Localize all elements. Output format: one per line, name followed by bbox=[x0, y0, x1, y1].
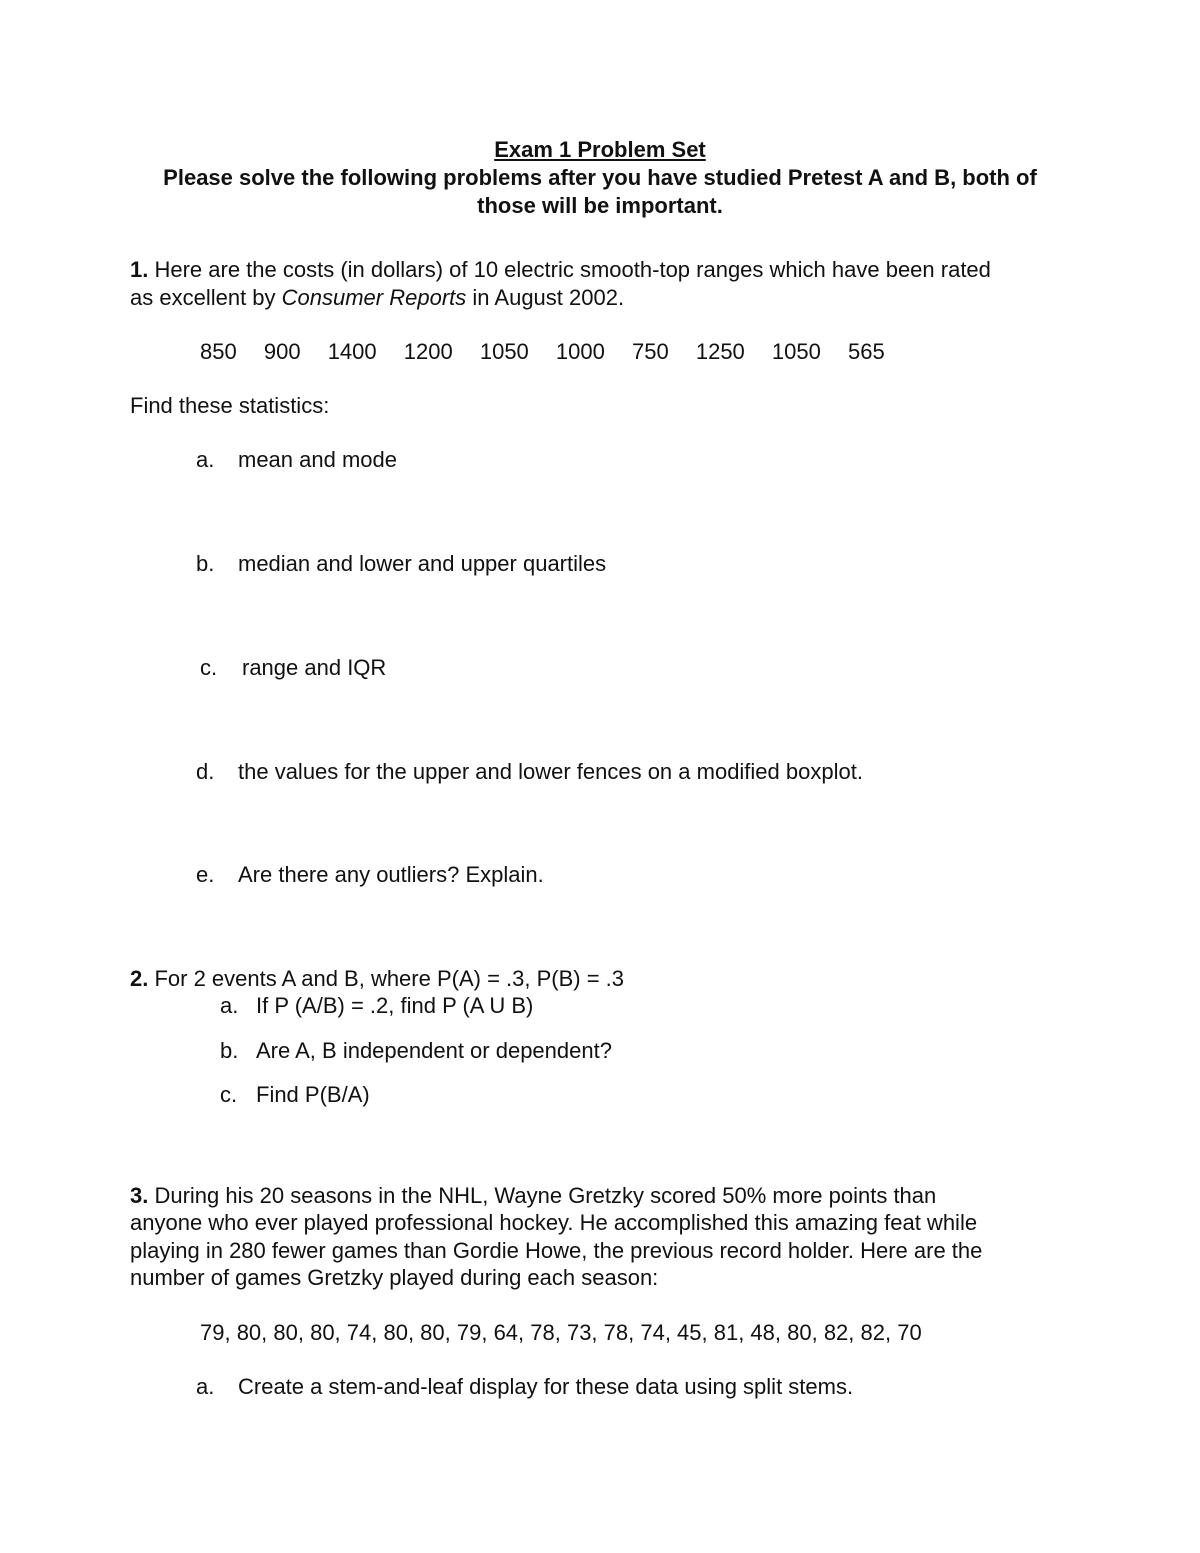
data-value: 1050 bbox=[771, 339, 821, 364]
problem-1-data bbox=[200, 338, 885, 366]
problem-3-line-3: playing in 280 fewer games than Gordie Howe, the previous record holder. Here are the bbox=[130, 1238, 983, 1263]
problem-3-line-1: 3. During his 20 seasons in the NHL, Wayne Gretzky scored 50% more points than bbox=[130, 1183, 937, 1208]
data-value: 1000 bbox=[555, 339, 605, 364]
data-value: 1250 bbox=[695, 339, 745, 364]
problem-1-line-2: as excellent by Consumer Reports in August 2002. bbox=[130, 285, 625, 310]
problem-2-part-c: c. Find P(B/A) bbox=[220, 1082, 370, 1107]
problem-1-part-b: b. median and lower and upper quartiles bbox=[196, 551, 607, 576]
data-value: 850 bbox=[200, 339, 237, 364]
problem-3-line-4: number of games Gretzky played during each season: bbox=[130, 1265, 659, 1290]
problem-3-number: 3. bbox=[130, 1183, 149, 1208]
problem-3-part-a: a. Create a stem-and-leaf display for these data using split stems. bbox=[196, 1374, 854, 1399]
problem-1-number: 1. bbox=[130, 257, 149, 282]
problem-2-number: 2. bbox=[130, 966, 149, 991]
problem-1-part-e: e. Are there any outliers? Explain. bbox=[196, 862, 544, 887]
data-value: 1050 bbox=[479, 339, 529, 364]
instructions-line-1: Please solve the following problems after you have studied Pretest A and B, both of bbox=[163, 165, 1037, 190]
problem-1-part-a: a. mean and mode bbox=[196, 447, 397, 472]
problem-2-stem: 2. For 2 events A and B, where P(A) = .3, P(B) = .3 bbox=[130, 966, 625, 991]
problem-1-part-c: c. range and IQR bbox=[200, 655, 387, 680]
data-value: 750 bbox=[632, 339, 669, 364]
data-value: 1200 bbox=[403, 339, 453, 364]
problem-3-data: 79, 80, 80, 80, 74, 80, 80, 79, 64, 78, 73, 78, 74, 45, 81, 48, 80, 82, 82, 70 bbox=[200, 1320, 922, 1345]
page-title: Exam 1 Problem Set bbox=[494, 137, 706, 162]
problem-2-part-b: b. Are A, B independent or dependent? bbox=[220, 1038, 612, 1063]
problem-2-part-a: a. If P (A/B) = .2, find P (A U B) bbox=[220, 993, 534, 1018]
source-name: Consumer Reports bbox=[281, 285, 467, 310]
data-value: 900 bbox=[263, 339, 301, 364]
data-value: 565 bbox=[848, 339, 885, 364]
problem-1-line-1: 1. Here are the costs (in dollars) of 10 electric smooth-top ranges which have been rated bbox=[130, 257, 991, 282]
problem-1-prompt: Find these statistics: bbox=[130, 393, 330, 418]
problem-3-line-2: anyone who ever played professional hockey. He accomplished this amazing feat while bbox=[130, 1210, 978, 1235]
instructions-line-2: those will be important. bbox=[477, 193, 723, 218]
data-value: 1400 bbox=[327, 339, 377, 364]
problem-1-part-d: d. the values for the upper and lower fences on a modified boxplot. bbox=[196, 759, 863, 784]
